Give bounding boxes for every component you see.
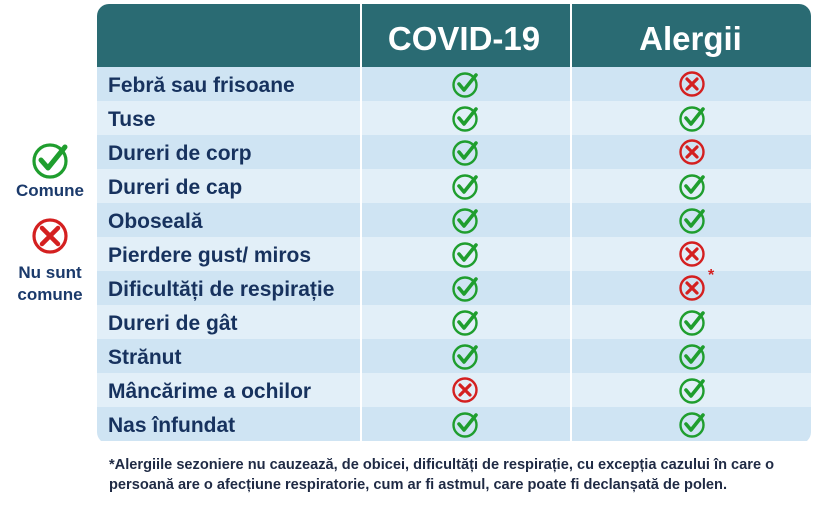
cross-icon <box>678 240 706 268</box>
symptom-table <box>97 4 811 444</box>
table-row <box>97 305 811 339</box>
cross-icon <box>678 70 706 98</box>
check-icon <box>451 70 479 98</box>
check-icon <box>451 206 479 234</box>
cross-icon <box>678 274 706 302</box>
symptom-label: Dureri de corp <box>108 142 252 165</box>
check-icon <box>451 410 479 438</box>
check-icon <box>678 172 706 200</box>
symptom-label: Febră sau frisoane <box>108 74 295 97</box>
symptom-label: Nas înfundat <box>108 414 236 437</box>
symptom-label: Oboseală <box>108 210 203 233</box>
table-row <box>97 203 811 237</box>
check-icon <box>451 104 479 132</box>
check-icon <box>451 240 479 268</box>
table-row <box>97 135 811 169</box>
column-header-allergy: Alergii <box>639 20 742 57</box>
table-row <box>97 373 811 407</box>
check-icon <box>451 308 479 336</box>
check-icon <box>678 376 706 404</box>
check-icon <box>678 308 706 336</box>
check-icon <box>451 274 479 302</box>
table-row <box>97 267 811 305</box>
symptom-label: Dificultăți de respirație <box>108 278 335 301</box>
check-icon <box>451 138 479 166</box>
cross-icon <box>451 376 479 404</box>
legend-not-common-label-1: Nu sunt <box>18 263 82 282</box>
legend <box>0 140 100 306</box>
legend-cross-icon <box>30 216 70 256</box>
symptom-label: Tuse <box>108 108 156 131</box>
column-header-covid: COVID-19 <box>387 20 541 57</box>
footnote-marker: * <box>708 267 715 284</box>
table-row <box>97 169 811 203</box>
table-row <box>97 237 811 271</box>
column-divider-2 <box>570 4 572 444</box>
legend-not-common-label-2: comune <box>17 285 83 304</box>
check-icon <box>451 172 479 200</box>
check-icon <box>678 410 706 438</box>
column-divider-1 <box>360 4 362 444</box>
symptom-label: Dureri de gât <box>108 312 238 335</box>
table-row <box>97 101 811 135</box>
legend-check-icon <box>30 140 70 180</box>
table-header <box>97 4 811 67</box>
check-icon <box>678 342 706 370</box>
check-icon <box>451 342 479 370</box>
symptom-label: Dureri de cap <box>108 176 243 199</box>
legend-common-label: Comune <box>16 181 84 200</box>
symptom-label: Pierdere gust/ miros <box>108 244 312 267</box>
footnote: *Alergiile sezoniere nu cauzează, de obicei, dificultăți de respirație, cu excepția cazului în care o persoană are o afecțiune respiratorie, cum ar fi astmul, care poate fi declanșată de polen. <box>109 457 775 493</box>
table-row <box>97 67 811 101</box>
check-icon <box>678 206 706 234</box>
check-icon <box>678 104 706 132</box>
table-row <box>97 339 811 373</box>
symptom-label: Strănut <box>108 346 182 369</box>
cross-icon <box>678 138 706 166</box>
table-row <box>97 407 811 441</box>
symptom-label: Mâncărime a ochilor <box>108 380 312 403</box>
